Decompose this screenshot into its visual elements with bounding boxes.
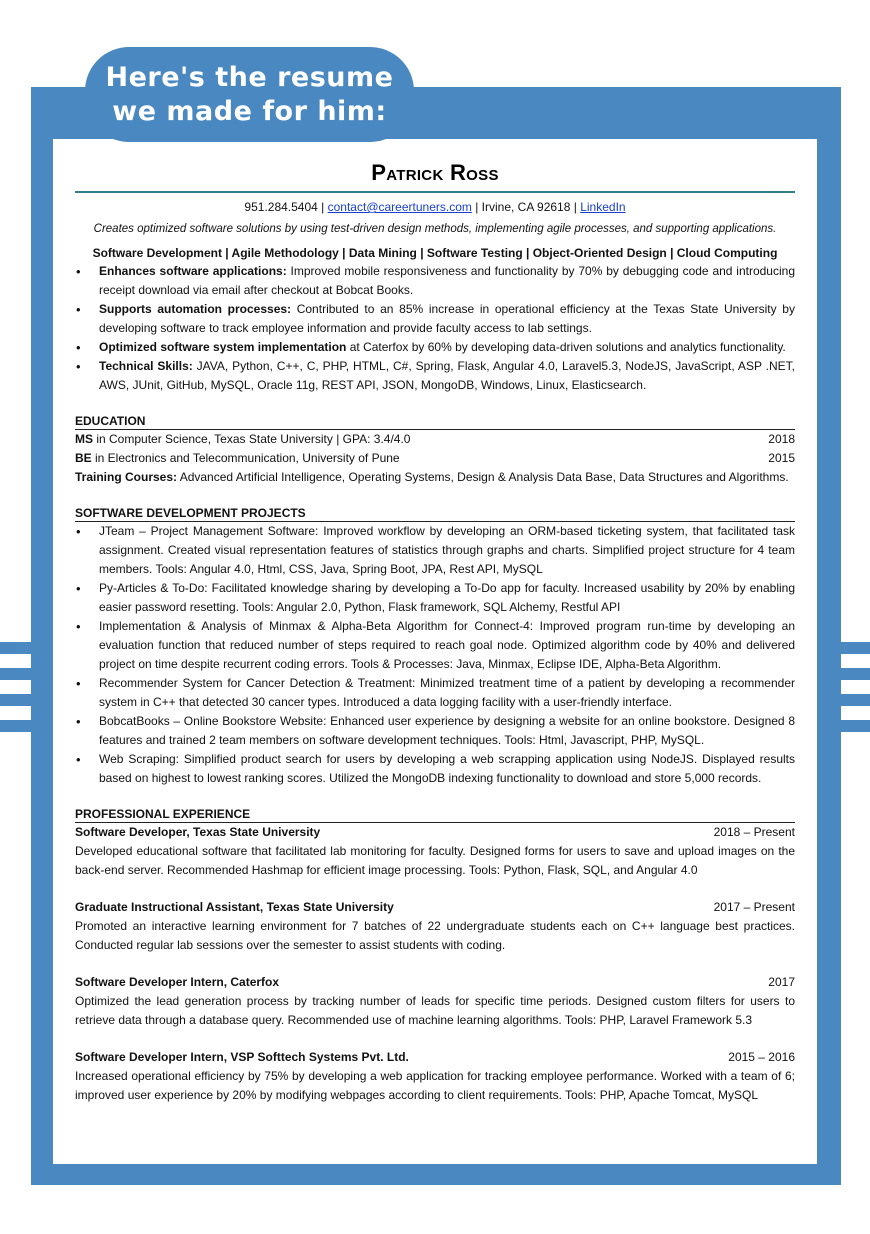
phone: 951.284.5404 — [244, 200, 318, 214]
experience-heading: PROFESSIONAL EXPERIENCE — [75, 806, 795, 823]
degree-row: BE in Electronics and Telecommunication, University of Pune 2015 — [75, 449, 795, 468]
highlight-item: • Enhances software applications: Improved mobile responsiveness and functionality by 70% by debugging code and introducing receipt download via email after checkout at Bobcat Books. — [99, 262, 795, 300]
email-link[interactable]: contact@careertuners.com — [327, 200, 472, 214]
banner-line: Here's the resume — [105, 61, 394, 93]
left-edge-stripe — [0, 694, 31, 706]
job-dates: 2017 — [768, 975, 795, 989]
job-title: Software Developer Intern, Caterfox — [75, 975, 280, 989]
contact-line — [75, 198, 795, 216]
highlight-item: • Supports automation processes: Contributed to an 85% increase in operational efficiency at the Texas State University by developing software to track employee information and provide faculty access to lab settings. — [99, 300, 795, 338]
banner-callout — [85, 47, 414, 142]
resume-content — [75, 159, 795, 1105]
project-item: • BobcatBooks – Online Bookstore Website: Enhanced user experience by designing a website for an online bookstore. Designed 8 features and trained 2 team members on software development techniques. Tools: Html, Javascript, PHP, MySQL. — [99, 712, 795, 750]
summary-statement: Creates optimized software solutions by using test-driven design methods, implementing agile processes, and supporting applications. — [93, 223, 777, 235]
project-item: • Py-Articles & To-Do: Facilitated knowledge sharing by developing a To-Do app for faculty. Increased usability by 20% by enabling easier password resetting. Tools: Angular 2.0, Python, Flask framework, SQL Alchemy, Restful API — [99, 579, 795, 617]
job-dates: 2018 – Present — [713, 825, 795, 839]
left-edge-stripe — [0, 668, 31, 680]
left-edge-stripe — [0, 720, 31, 732]
job-description: Increased operational efficiency by 75% by developing a web application for tracking employee performance. Worked with a team of 6; improved user experience by 20% by modifying webpages according to client requirements. Tools: PHP, Apache Tomcat, MySQL — [75, 1069, 795, 1102]
job-title: Graduate Instructional Assistant, Texas State University — [75, 900, 394, 914]
header-rule — [75, 191, 795, 193]
project-item: • Implementation & Analysis of Minmax & Alpha-Beta Algorithm for Connect-4: Improved program run-time by developing an evaluation function that reduced number of steps required to reach goal node. Optimized algorithm code by 40% and delivered project on time despite recurrent coding errors. Tools & Processes: Java, Minmax, Eclipse IDE, Alpha-Beta Algorithm. — [99, 617, 795, 674]
job-entry — [75, 973, 795, 1030]
job-dates: 2017 – Present — [713, 900, 795, 914]
degree-year: 2015 — [768, 451, 795, 465]
projects-heading: SOFTWARE DEVELOPMENT PROJECTS — [75, 505, 795, 522]
job-description: Developed educational software that facilitated lab monitoring for faculty. Designed forms for users to save and upload images on the back-end server. Recommended Hashmap for efficient image processing. Tools: Python, Flask, SQL, and Angular 4.0 — [75, 844, 795, 877]
right-edge-stripe — [841, 694, 870, 706]
project-item: • Web Scraping: Simplified product search for users by developing a web scrapping application using NodeJS. Displayed results based on highest to lowest ranking scores. Utilized the MongoDB indexing functionality to download and store 5,000 records. — [99, 750, 795, 788]
job-title: Software Developer, Texas State University — [75, 825, 321, 839]
contact-separator: | — [317, 200, 328, 214]
highlights-list — [75, 262, 795, 395]
candidate-name: Patrick Ross — [371, 160, 499, 185]
training-courses: Training Courses: Advanced Artificial Intelligence, Operating Systems, Design & Analysis Data Base, Data Structures and Algorithms. — [75, 470, 789, 484]
projects-list — [75, 522, 795, 788]
job-entry — [75, 898, 795, 955]
education-heading: EDUCATION — [75, 413, 795, 430]
resume-page — [53, 139, 817, 1164]
highlight-item: • Optimized software system implementation at Caterfox by 60% by developing data-driven solutions and analytics functionality. — [99, 338, 795, 357]
left-edge-stripe — [0, 642, 31, 654]
location: Irvine, CA 92618 — [481, 200, 571, 214]
job-description: Optimized the lead generation process by tracking number of leads for specific time periods. Designed custom filters for users to retrieve data through a database query. Recommended use of machine learning algorithms. Tools: PHP, Laravel Framework 5.3 — [75, 994, 795, 1027]
degree-year: 2018 — [768, 432, 795, 446]
linkedin-link[interactable]: LinkedIn — [580, 200, 626, 214]
highlight-item: • Technical Skills: JAVA, Python, C++, C, PHP, HTML, C#, Spring, Flask, Angular 4.0, Laravel5.3, NodeJS, JavaScript, ASP .NET, AWS, JUnit, GitHub, MySQL, Oracle 11g, REST API, JSON, MongoDB, Windows, Linux, Elasticsearch. — [99, 357, 795, 395]
contact-separator: | — [570, 200, 581, 214]
right-edge-stripe — [841, 720, 870, 732]
core-skills: Software Development | Agile Methodology | Data Mining | Software Testing | Object-Oriented Design | Cloud Computing — [92, 246, 778, 260]
job-entry — [75, 823, 795, 880]
job-entry — [75, 1048, 795, 1105]
degree-row: MS in Computer Science, Texas State University | GPA: 3.4/4.0 2018 — [75, 430, 795, 449]
right-edge-stripe — [841, 668, 870, 680]
contact-separator: | — [471, 200, 482, 214]
job-dates: 2015 – 2016 — [728, 1050, 795, 1064]
project-item: • JTeam – Project Management Software: Improved workflow by developing an ORM-based ticketing system, that facilitated task assignment. Created visual representation features of statistics through graphs and charts. Simplified project structure for 4 team members. Tools: Angular 4.0, Html, CSS, Java, Spring Boot, JPA, Rest API, MySQL — [99, 522, 795, 579]
experience-list — [75, 823, 795, 1105]
project-item: • Recommender System for Cancer Detection & Treatment: Minimized treatment time of a patient by developing a recommender system in C++ that detected 30 cancer types. Introduced a data logging facility with a user-friendly interface. — [99, 674, 795, 712]
banner-line: we made for him: — [112, 95, 387, 127]
job-description: Promoted an interactive learning environment for 7 batches of 22 undergraduate students each on C++ language best practices. Conducted regular lab sessions over the semester to assist students with coding. — [75, 919, 795, 952]
job-title: Software Developer Intern, VSP Softtech Systems Pvt. Ltd. — [75, 1050, 409, 1064]
right-edge-stripe — [841, 642, 870, 654]
